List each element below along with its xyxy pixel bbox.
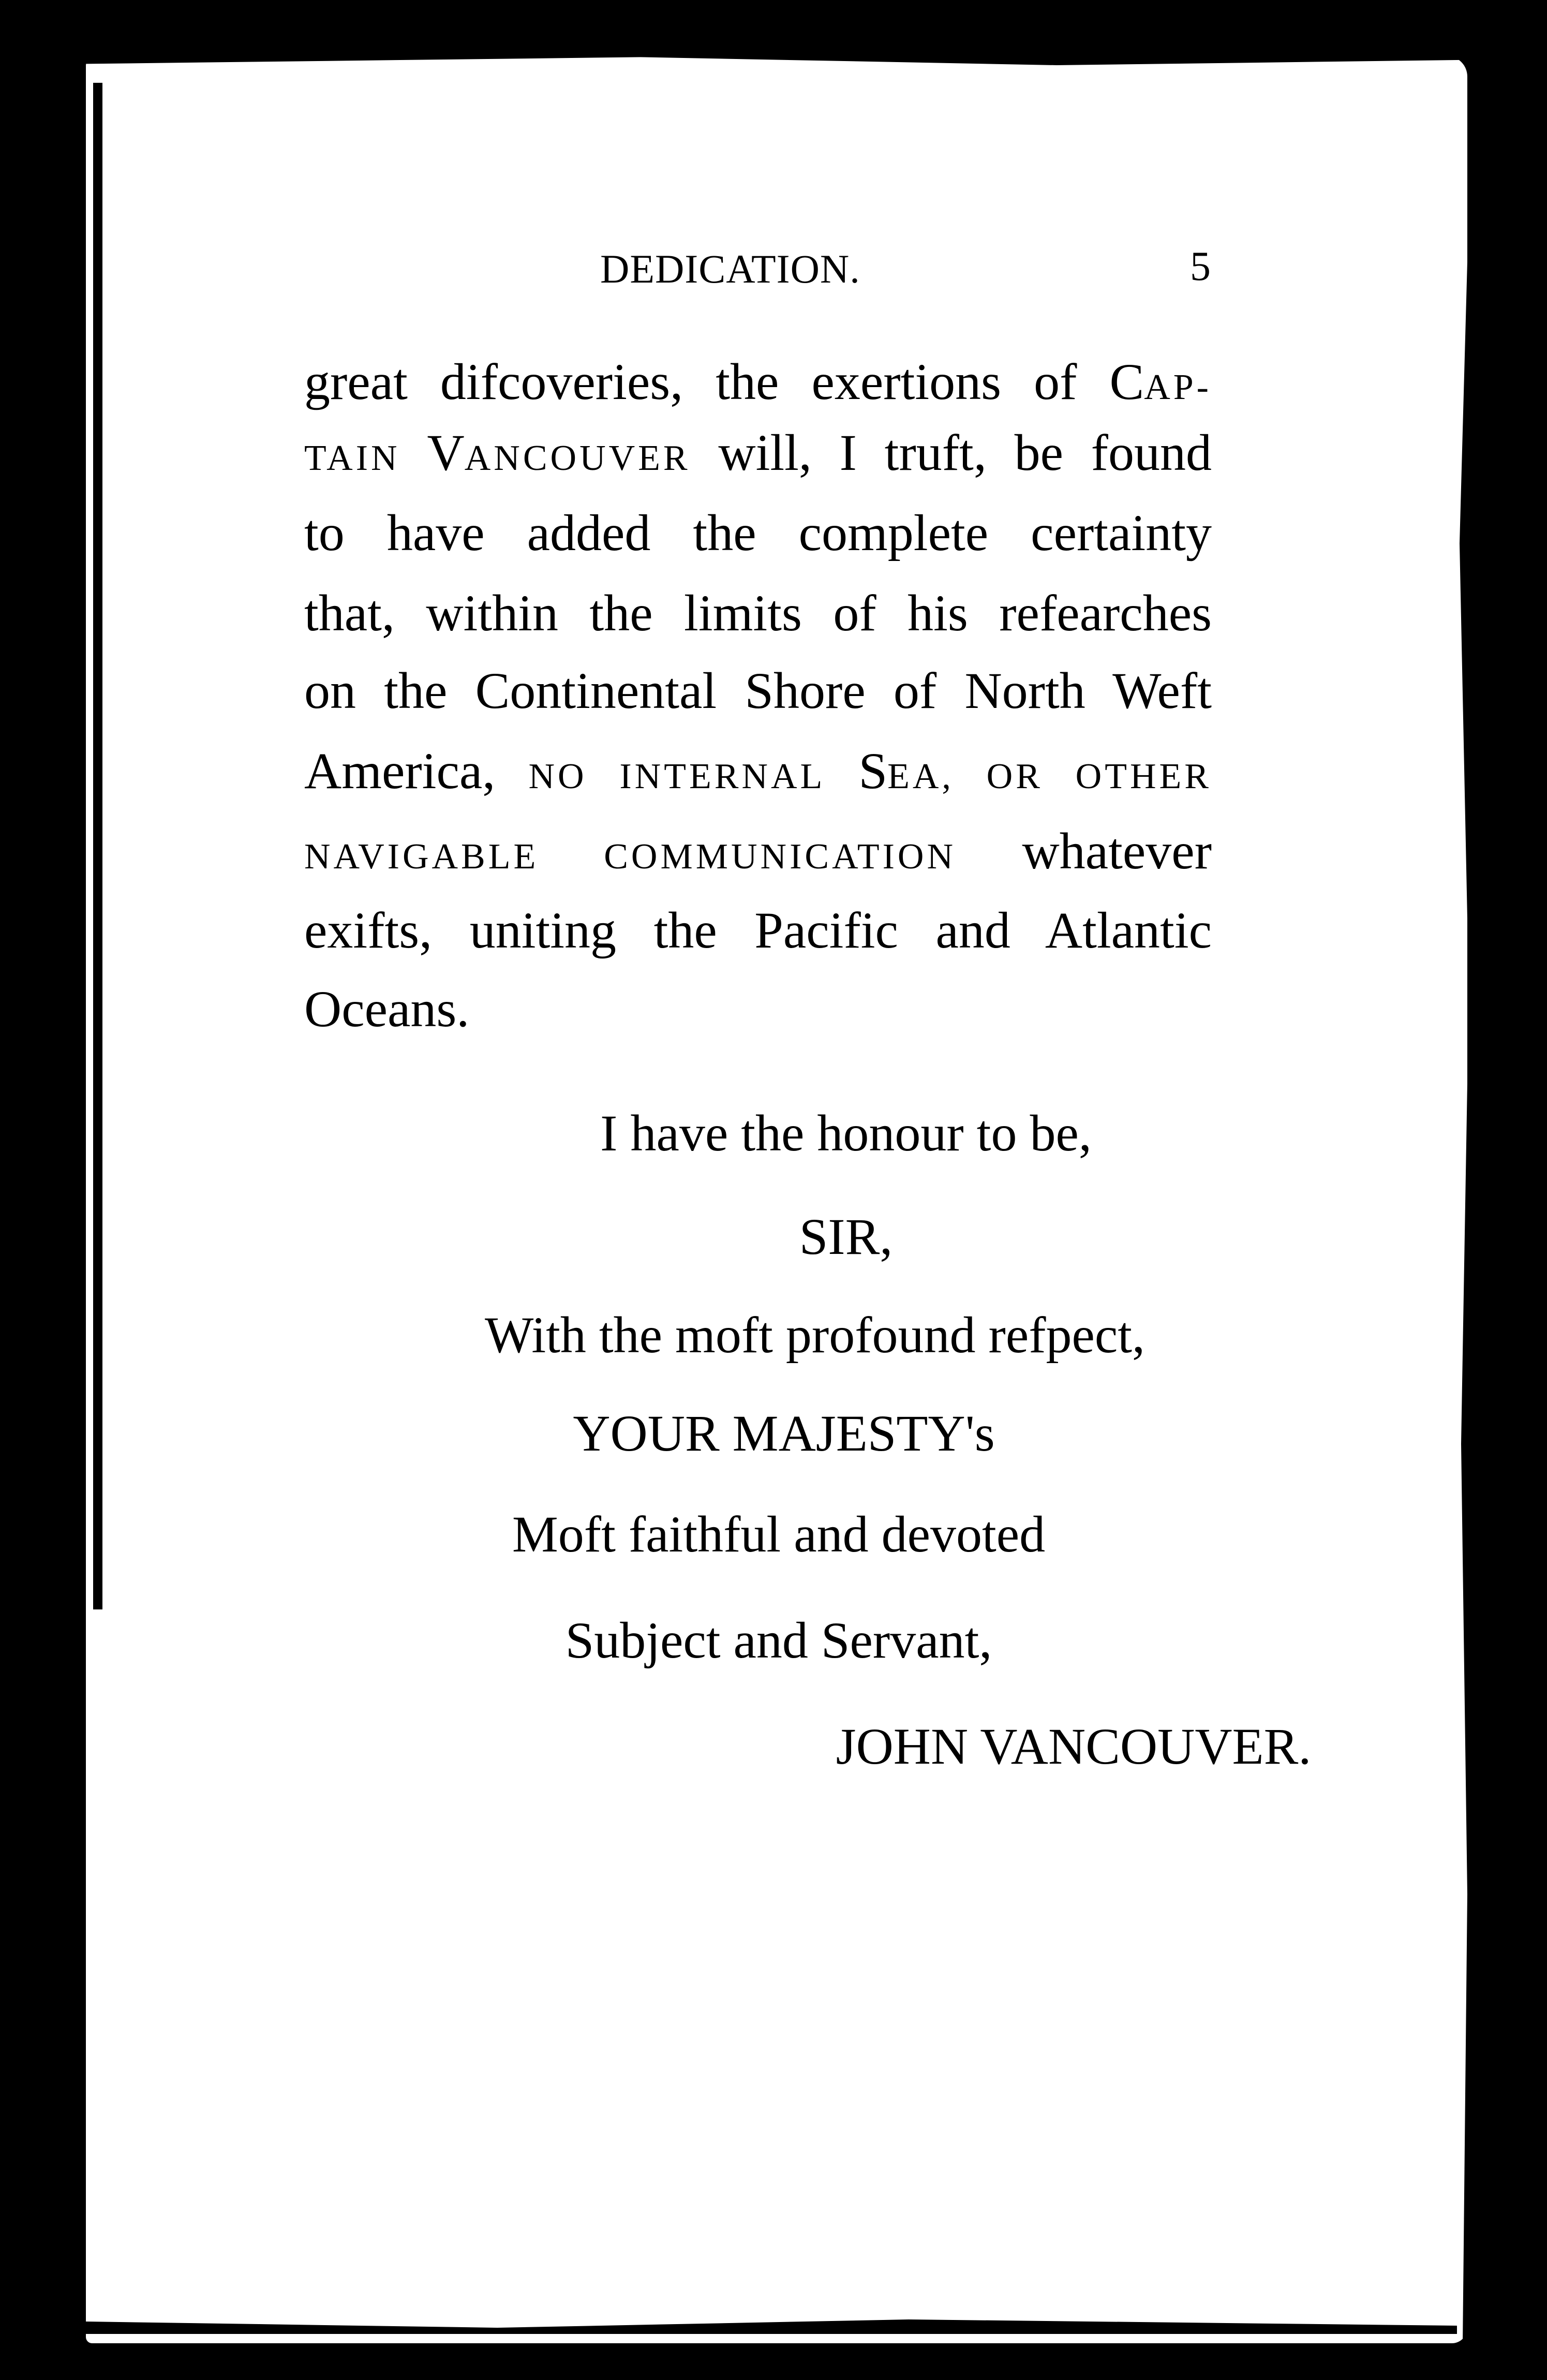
body-line-9: Oceans. — [304, 980, 470, 1038]
body-line-3: to have added the complete certainty — [304, 504, 1212, 561]
body-line-8: exifts, uniting the Pacific and Atlantic — [304, 901, 1212, 959]
closing-honour: I have the honour to be, — [600, 1104, 1092, 1162]
body-line-4: that, within the limits of his refearches — [304, 584, 1212, 642]
page-gutter-shadow — [93, 83, 102, 1609]
body-line-7: NAVIGABLE COMMUNICATION whatever — [304, 822, 1212, 880]
closing-majesty: YOUR MAJESTY's — [573, 1405, 995, 1462]
body-line-5: on the Continental Shore of North Weft — [304, 662, 1212, 719]
running-title: DEDICATION. — [600, 246, 860, 291]
signature-name: JOHN VANCOUVER. — [836, 1718, 1312, 1775]
closing-salutation: SIR, — [799, 1208, 893, 1265]
body-line-6: America, NO INTERNAL SEA, OR OTHER — [304, 742, 1212, 800]
page-number: 5 — [1190, 244, 1211, 289]
closing-respect: With the moft profound refpect, — [484, 1306, 1146, 1364]
body-line-1: great difcoveries, the exertions of CAP- — [304, 353, 1212, 410]
closing-subject: Subject and Servant, — [565, 1612, 992, 1669]
closing-faithful: Moft faithful and devoted — [512, 1505, 1046, 1563]
body-line-2: TAIN VANCOUVER will, I truft, be found — [304, 424, 1212, 481]
